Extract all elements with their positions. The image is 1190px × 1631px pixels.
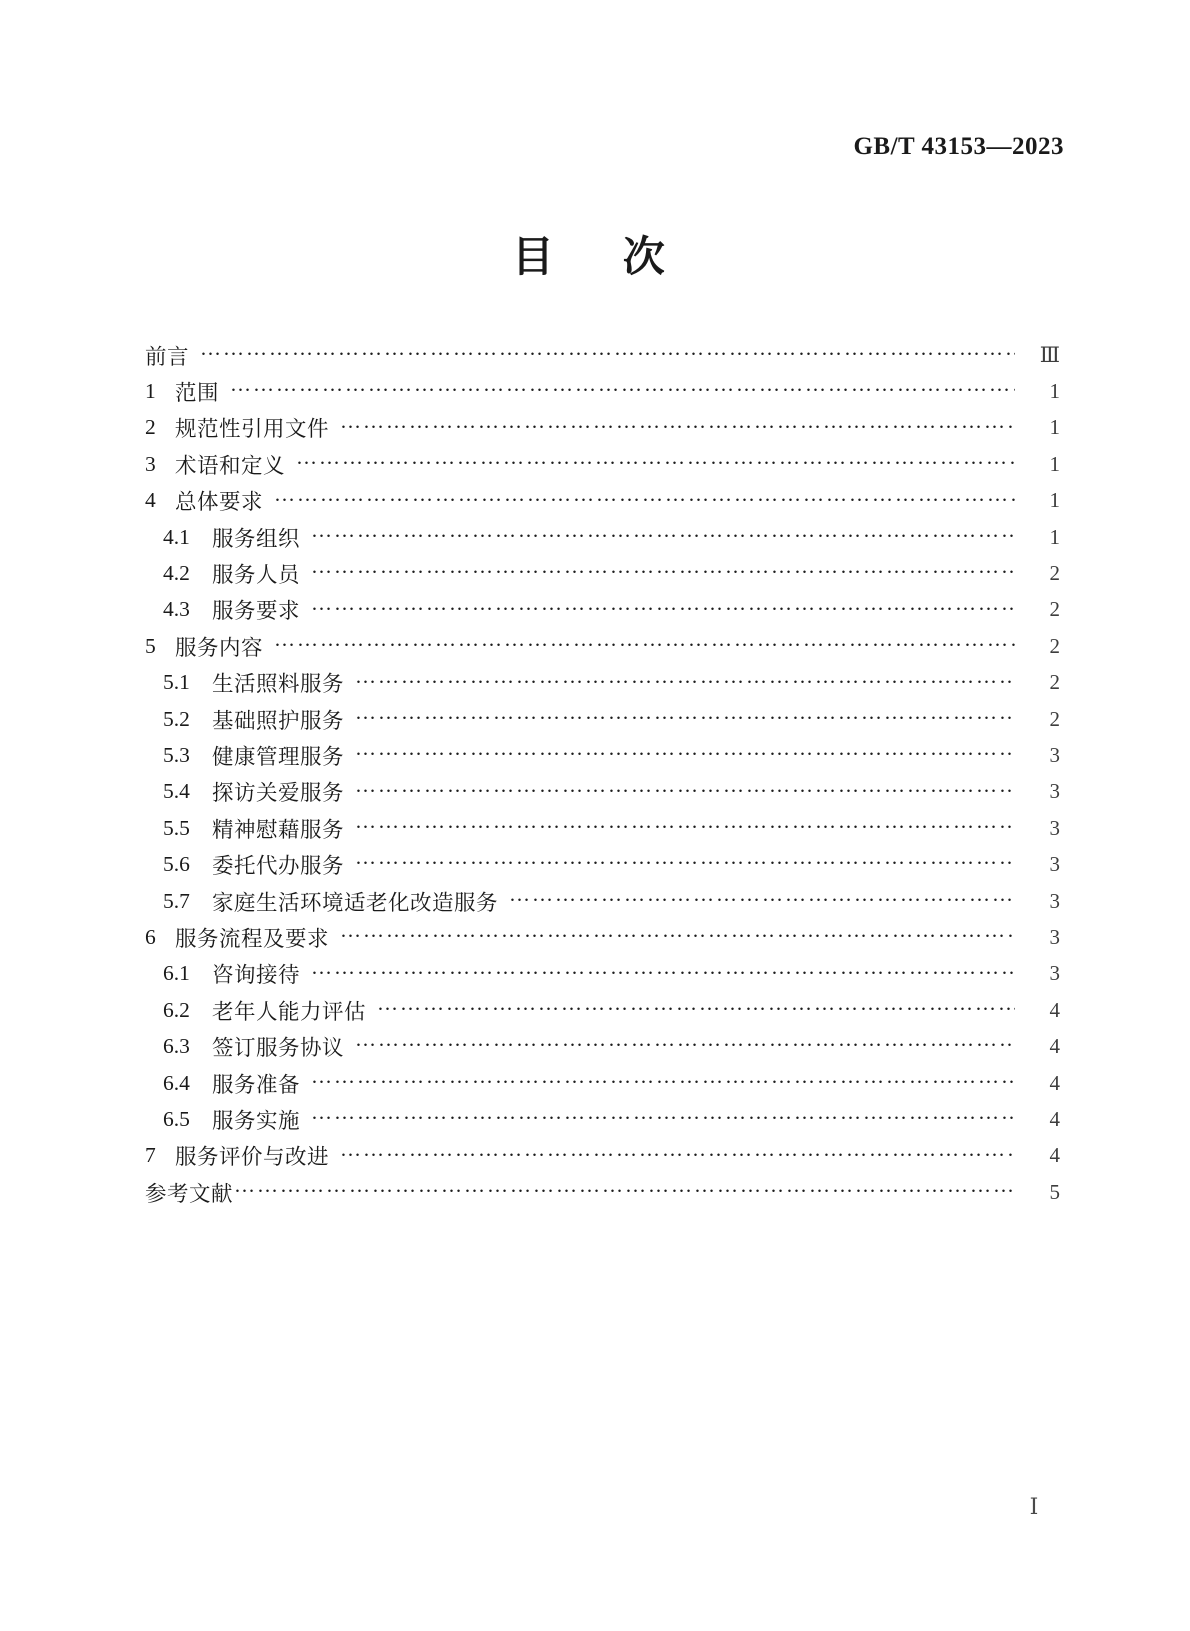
toc-entry-number: 6.3 bbox=[163, 1034, 190, 1059]
toc-entry bbox=[145, 337, 1060, 373]
toc-entry-label: 总体要求 bbox=[175, 490, 264, 515]
toc-entry bbox=[145, 555, 1060, 591]
toc-entry-page: 4 bbox=[1049, 1106, 1060, 1131]
toc-entry-label: 参考文献 bbox=[145, 1181, 234, 1206]
toc-entry-label: 生活照料服务 bbox=[212, 672, 345, 697]
dot-leader-icon bbox=[311, 561, 1015, 587]
dot-leader-icon bbox=[355, 670, 1015, 696]
table-of-contents bbox=[145, 337, 1060, 1210]
toc-entry-label: 健康管理服务 bbox=[212, 744, 345, 769]
dot-leader-icon bbox=[200, 342, 1015, 368]
toc-entry bbox=[145, 1028, 1060, 1064]
toc-entry-page: 1 bbox=[1049, 524, 1060, 549]
dot-leader-icon bbox=[311, 524, 1015, 550]
toc-entry-page: 3 bbox=[1049, 779, 1060, 804]
toc-entry-label: 服务组织 bbox=[212, 526, 301, 551]
dot-leader-icon bbox=[234, 1179, 1015, 1205]
dot-leader-icon bbox=[274, 633, 1015, 659]
dot-leader-icon bbox=[377, 997, 1015, 1023]
toc-entry-label: 精神慰藉服务 bbox=[212, 817, 345, 842]
toc-entry-page: 2 bbox=[1049, 597, 1060, 622]
toc-entry bbox=[145, 883, 1060, 919]
toc-entry-number: 3 bbox=[145, 451, 156, 476]
toc-entry-page: 1 bbox=[1049, 415, 1060, 440]
toc-entry-page: 2 bbox=[1049, 670, 1060, 695]
toc-entry-page: 5 bbox=[1049, 1179, 1060, 1204]
dot-leader-icon bbox=[355, 815, 1015, 841]
toc-entry-label: 服务评价与改进 bbox=[175, 1145, 330, 1170]
dot-leader-icon bbox=[355, 1034, 1015, 1060]
dot-leader-icon bbox=[296, 451, 1015, 477]
toc-entry-number: 6.2 bbox=[163, 997, 190, 1022]
toc-entry bbox=[145, 665, 1060, 701]
toc-entry bbox=[145, 810, 1060, 846]
toc-entry-page: 3 bbox=[1049, 961, 1060, 986]
toc-entry-number: 5.3 bbox=[163, 742, 190, 767]
dot-leader-icon bbox=[355, 779, 1015, 805]
toc-entry-number: 5.5 bbox=[163, 815, 190, 840]
toc-entry bbox=[145, 1065, 1060, 1101]
toc-entry-label: 服务要求 bbox=[212, 599, 301, 624]
dot-leader-icon bbox=[340, 415, 1015, 441]
dot-leader-icon bbox=[311, 1070, 1015, 1096]
toc-entry bbox=[145, 410, 1060, 446]
toc-entry bbox=[145, 737, 1060, 773]
dot-leader-icon bbox=[355, 852, 1015, 878]
toc-entry-number: 5.1 bbox=[163, 670, 190, 695]
toc-entry-label: 咨询接待 bbox=[212, 963, 301, 988]
toc-entry-number: 4.2 bbox=[163, 561, 190, 586]
toc-entry-page: 4 bbox=[1049, 997, 1060, 1022]
toc-entry bbox=[145, 519, 1060, 555]
toc-entry bbox=[145, 373, 1060, 409]
dot-leader-icon bbox=[311, 1107, 1015, 1133]
toc-entry-page: 3 bbox=[1049, 815, 1060, 840]
toc-entry-page: 4 bbox=[1049, 1143, 1060, 1168]
toc-entry-label: 服务实施 bbox=[212, 1108, 301, 1133]
toc-entry-page: Ⅲ bbox=[1039, 342, 1060, 367]
toc-entry-label: 基础照护服务 bbox=[212, 708, 345, 733]
toc-entry bbox=[145, 1138, 1060, 1174]
toc-entry-label: 老年人能力评估 bbox=[212, 999, 367, 1024]
toc-entry-label: 服务人员 bbox=[212, 563, 301, 588]
toc-entry-page: 2 bbox=[1049, 633, 1060, 658]
toc-entry-number: 5.7 bbox=[163, 888, 190, 913]
toc-entry-label: 探访关爱服务 bbox=[212, 781, 345, 806]
toc-entry-number: 6 bbox=[145, 924, 156, 949]
toc-entry-label: 服务流程及要求 bbox=[175, 926, 330, 951]
toc-entry-number: 6.4 bbox=[163, 1070, 190, 1095]
toc-entry bbox=[145, 919, 1060, 955]
page-title: 目 次 bbox=[511, 235, 679, 281]
toc-entry-page: 3 bbox=[1049, 742, 1060, 767]
standard-number: GB/T 43153—2023 bbox=[853, 133, 1064, 160]
toc-entry-page: 1 bbox=[1049, 379, 1060, 404]
toc-entry-number: 6.5 bbox=[163, 1106, 190, 1131]
toc-entry-page: 4 bbox=[1049, 1034, 1060, 1059]
dot-leader-icon bbox=[274, 488, 1015, 514]
toc-entry bbox=[145, 446, 1060, 482]
toc-entry-page: 3 bbox=[1049, 924, 1060, 949]
toc-entry-number: 5.6 bbox=[163, 852, 190, 877]
dot-leader-icon bbox=[230, 379, 1015, 405]
toc-entry-label: 术语和定义 bbox=[175, 453, 286, 478]
toc-entry-label: 范围 bbox=[175, 381, 220, 406]
toc-entry-number: 4.3 bbox=[163, 597, 190, 622]
footer-page-number: Ⅰ bbox=[1029, 1494, 1039, 1519]
toc-entry-page: 2 bbox=[1049, 561, 1060, 586]
toc-entry bbox=[145, 1174, 1060, 1210]
dot-leader-icon bbox=[340, 925, 1015, 951]
toc-entry-page: 4 bbox=[1049, 1070, 1060, 1095]
toc-entry bbox=[145, 592, 1060, 628]
toc-entry-number: 6.1 bbox=[163, 961, 190, 986]
toc-entry-page: 1 bbox=[1049, 488, 1060, 513]
toc-entry-label: 规范性引用文件 bbox=[175, 417, 330, 442]
toc-entry bbox=[145, 1101, 1060, 1137]
toc-entry-label: 前言 bbox=[145, 344, 190, 369]
toc-entry-label: 服务内容 bbox=[175, 635, 264, 660]
toc-entry-number: 5 bbox=[145, 633, 156, 658]
dot-leader-icon bbox=[311, 597, 1015, 623]
toc-entry bbox=[145, 774, 1060, 810]
toc-entry bbox=[145, 701, 1060, 737]
toc-entry-number: 4.1 bbox=[163, 524, 190, 549]
toc-entry bbox=[145, 992, 1060, 1028]
toc-entry bbox=[145, 846, 1060, 882]
toc-entry-page: 3 bbox=[1049, 852, 1060, 877]
toc-entry-page: 2 bbox=[1049, 706, 1060, 731]
toc-entry bbox=[145, 956, 1060, 992]
toc-entry-number: 2 bbox=[145, 415, 156, 440]
toc-entry-label: 家庭生活环境适老化改造服务 bbox=[212, 890, 499, 915]
toc-entry-number: 5.4 bbox=[163, 779, 190, 804]
dot-leader-icon bbox=[311, 961, 1015, 987]
toc-entry-number: 5.2 bbox=[163, 706, 190, 731]
dot-leader-icon bbox=[509, 888, 1015, 914]
toc-entry-label: 签订服务协议 bbox=[212, 1036, 345, 1061]
toc-entry-number: 4 bbox=[145, 488, 156, 513]
toc-entry-label: 委托代办服务 bbox=[212, 854, 345, 879]
toc-entry bbox=[145, 628, 1060, 664]
toc-entry-number: 7 bbox=[145, 1143, 156, 1168]
dot-leader-icon bbox=[340, 1143, 1015, 1169]
dot-leader-icon bbox=[355, 706, 1015, 732]
dot-leader-icon bbox=[355, 743, 1015, 769]
toc-entry-number: 1 bbox=[145, 379, 156, 404]
toc-entry-page: 1 bbox=[1049, 451, 1060, 476]
toc-entry-label: 服务准备 bbox=[212, 1072, 301, 1097]
toc-entry-page: 3 bbox=[1049, 888, 1060, 913]
toc-entry bbox=[145, 483, 1060, 519]
